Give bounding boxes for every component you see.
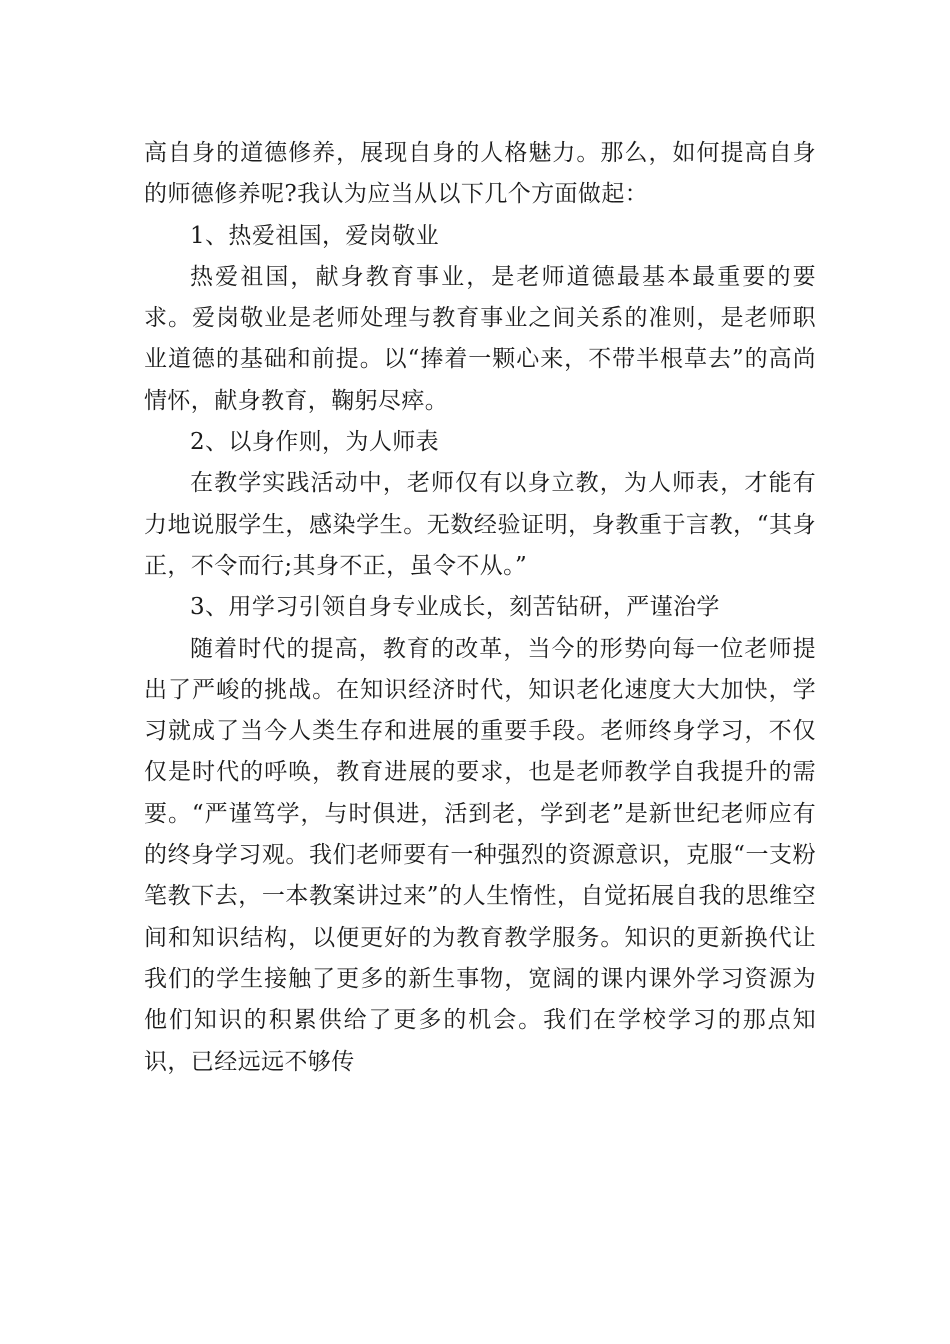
paragraph-section-1: 热爱祖国，献身教育事业，是老师道德最基本最重要的要求。爱岗敬业是老师处理与教育事业之间关系的准则，是老师职业道德的基础和前提。以“捧着一颗心来，不带半根草去”的高尚情怀，献身教育，鞠躬尽瘁。 (144, 263, 816, 414)
heading-section-3: 3、用学习引领自身专业成长，刻苦钻研，严谨治学 (190, 594, 720, 621)
heading-section-1: 1、热爱祖国，爱岗敬业 (190, 222, 440, 249)
paragraph-section-2: 在教学实践活动中，老师仅有以身立教，为人师表，才能有力地说服学生，感染学生。无数经验证明，身教重于言教，“其身正，不令而行;其身不正，虽令不从。” (144, 470, 816, 579)
paragraph-intro: 高自身的道德修养，展现自身的人格魅力。那么，如何提高自身的师德修养呢?我认为应当从以下几个方面做起： (144, 140, 816, 208)
document-body (144, 133, 816, 1083)
heading-section-2: 2、以身作则，为人师表 (190, 429, 440, 456)
paragraph-section-3: 随着时代的提高，教育的改革，当今的形势向每一位老师提出了严峻的挑战。在知识经济时代，知识老化速度大大加快，学习就成了当今人类生存和进展的重要手段。老师终身学习，不仅仅是时代的呼唤，教育进展的要求，也是老师教学自我提升的需要。“严谨笃学，与时俱进，活到老，学到老”是新世纪老师应有的终身学习观。我们老师要有一种强烈的资源意识，克服“一支粉笔教下去，一本教案讲过来”的人生惰性，自觉拓展自我的思维空间和知识结构，以便更好的为教育教学服务。知识的更新换代让我们的学生接触了更多的新生事物，宽阔的课内课外学习资源为他们知识的积累供给了更多的机会。我们在学校学习的那点知识，已经远远不够传 (144, 635, 816, 1075)
